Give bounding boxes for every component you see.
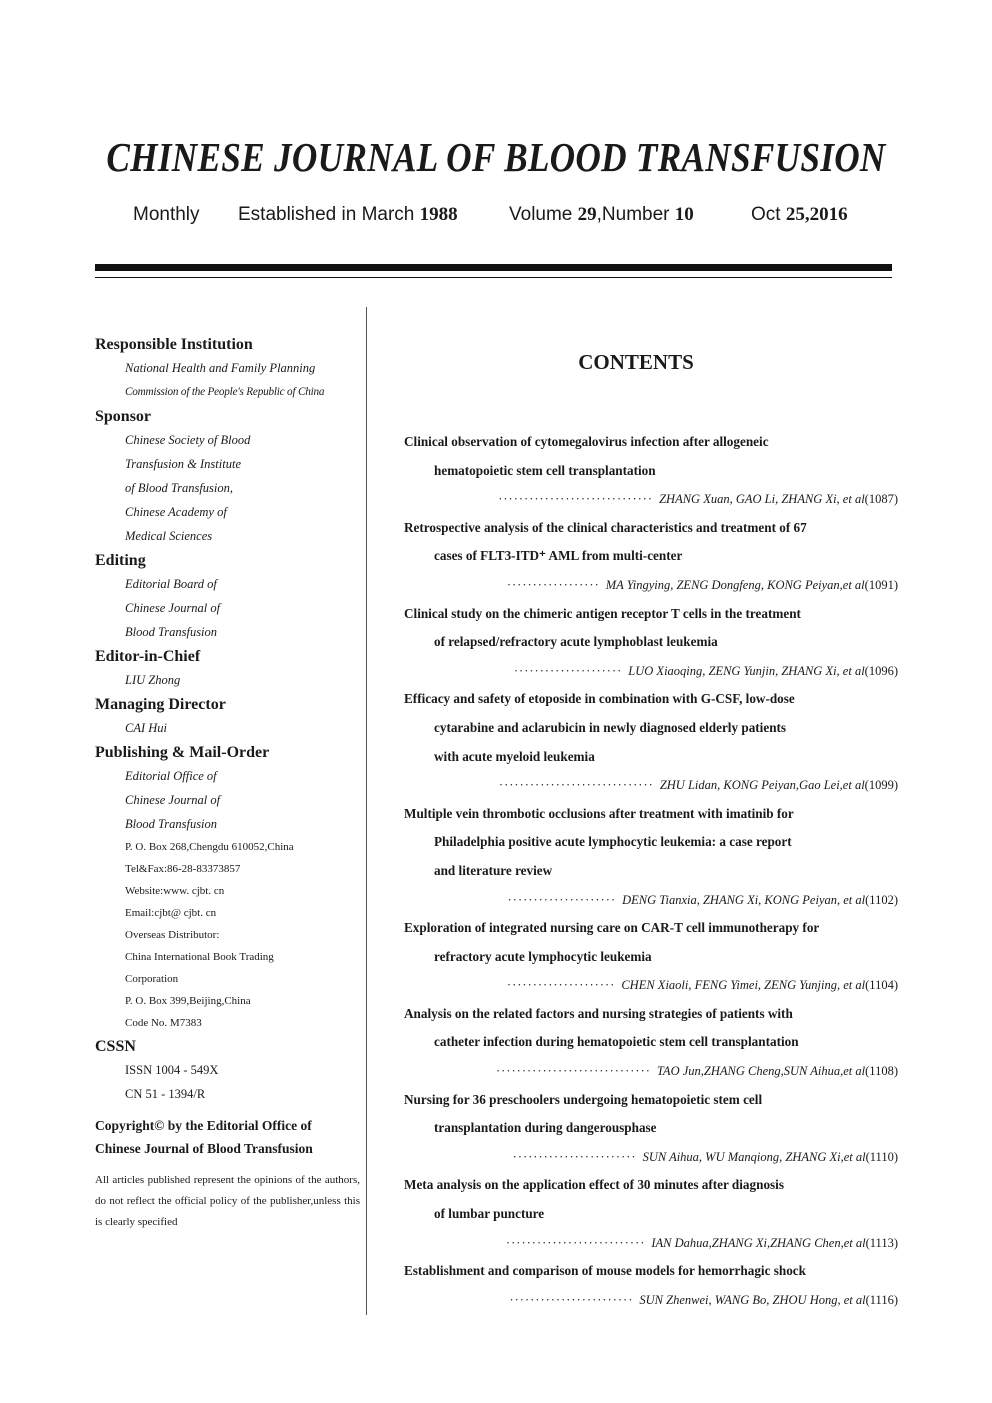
article-title: of lumbar puncture (434, 1206, 545, 1222)
cssn-heading: CSSN (95, 1038, 136, 1055)
tel-fax: Tel&Fax:86-28-83373857 (125, 863, 241, 875)
toc-entry[interactable] (404, 800, 898, 914)
article-title: refractory acute lymphocytic leukemia (434, 948, 652, 964)
article-title: Efficacy and safety of etoposide in combination with G-CSF, low-dose (404, 691, 795, 707)
article-authors-page (404, 1229, 898, 1258)
column-divider (366, 307, 367, 1315)
article-title: with acute myeloid leukemia (434, 748, 595, 764)
header-rule-thin (95, 277, 892, 278)
article-authors-page (404, 657, 898, 686)
distributor-address: P. O. Box 399,Beijing,China (125, 995, 251, 1007)
toc-entry[interactable] (404, 428, 898, 514)
leader-dots: ······························ (498, 778, 654, 793)
sponsor-line: of Blood Transfusion, (125, 481, 234, 495)
article-authors: LUO Xiaoqing, ZENG Yunjin, ZHANG Xi, et al (628, 663, 865, 678)
copyright-line: Copyright© by the Editorial Office of (95, 1118, 312, 1133)
sponsor-line: Medical Sciences (125, 529, 213, 543)
contents-heading: CONTENTS (578, 350, 694, 374)
responsible-institution-line: National Health and Family Planning (125, 361, 316, 375)
article-page: (1110) (865, 1149, 898, 1164)
leader-dots: ··························· (505, 1235, 646, 1250)
sponsor-line: Chinese Academy of (125, 505, 227, 519)
article-title: cytarabine and aclarubicin in newly diagnosed elderly patients (434, 719, 787, 735)
toc-entry[interactable] (404, 1086, 898, 1172)
article-title: Exploration of integrated nursing care on CAR-T cell immunotherapy for (404, 920, 820, 936)
article-page: (1108) (865, 1064, 898, 1079)
overseas-distributor-label: Overseas Distributor: (125, 929, 220, 941)
article-page: (1099) (864, 778, 898, 793)
copyright-line: Chinese Journal of Blood Transfusion (95, 1141, 313, 1156)
article-page: (1102) (865, 892, 898, 907)
sponsor-heading: Sponsor (95, 408, 152, 425)
publishing-line: Blood Transfusion (125, 817, 218, 831)
volume-number: Volume 29,Number 10 (509, 204, 694, 225)
toc-entry[interactable] (404, 1171, 898, 1257)
sponsor-line: Chinese Society of Blood (125, 433, 251, 447)
issue-date: Oct 25,2016 (751, 204, 848, 225)
journal-title: CHINESE JOURNAL OF BLOOD TRANSFUSION (106, 134, 886, 180)
cn-number: CN 51 - 1394/R (125, 1087, 206, 1101)
distributor-name: Corporation (125, 973, 179, 985)
managing-director-heading: Managing Director (95, 696, 226, 713)
publishing-line: Chinese Journal of (125, 793, 221, 807)
article-authors-page (404, 771, 898, 800)
article-page: (1116) (865, 1292, 898, 1307)
article-authors: DENG Tianxia, ZHANG Xi, KONG Peiyan, et al (622, 892, 866, 907)
editing-line: Blood Transfusion (125, 625, 218, 639)
leader-dots: ····················· (506, 978, 616, 993)
editing-line: Chinese Journal of (125, 601, 221, 615)
article-page: (1113) (865, 1235, 898, 1250)
responsible-institution-line: Commission of the People's Republic of China (125, 386, 325, 398)
toc-entry[interactable] (404, 914, 898, 1000)
leader-dots: ····················· (513, 663, 623, 678)
article-authors: SUN Zhenwei, WANG Bo, ZHOU Hong, et al (639, 1292, 866, 1307)
postal-address: P. O. Box 268,Chengdu 610052,China (125, 841, 294, 853)
editing-line: Editorial Board of (125, 577, 217, 591)
article-title: of relapsed/refractory acute lymphoblast leukemia (434, 634, 718, 650)
article-authors-page (404, 1286, 898, 1315)
article-authors-page (404, 485, 898, 514)
toc-entry[interactable] (404, 1000, 898, 1086)
article-title: Retrospective analysis of the clinical characteristics and treatment of 67 (404, 519, 807, 535)
article-title: transplantation during dangerousphase (434, 1120, 657, 1136)
article-authors-page (404, 1057, 898, 1086)
leader-dots: ······························ (498, 492, 654, 507)
leader-dots: ····················· (507, 892, 617, 907)
website: Website:www. cjbt. cn (125, 885, 225, 897)
editor-in-chief-name: LIU Zhong (125, 673, 181, 687)
article-authors: SUN Aihua, WU Manqiong, ZHANG Xi,et al (642, 1149, 866, 1164)
article-title: Meta analysis on the application effect of 30 minutes after diagnosis (404, 1177, 784, 1193)
article-authors-page (404, 886, 898, 915)
distributor-code: Code No. M7383 (125, 1017, 202, 1029)
article-authors: ZHU Lidan, KONG Peiyan,Gao Lei,et al (659, 778, 865, 793)
article-authors-page (404, 571, 898, 600)
article-authors: ZHANG Xuan, GAO Li, ZHANG Xi, et al (659, 492, 865, 507)
article-authors-page (404, 1143, 898, 1172)
article-title: Nursing for 36 preschoolers undergoing hematopoietic stem cell (404, 1091, 763, 1107)
article-page: (1104) (865, 978, 898, 993)
article-authors-page (404, 971, 898, 1000)
toc-entry[interactable] (404, 600, 898, 686)
table-of-contents (404, 428, 898, 1314)
established: Established in March 1988 (238, 204, 458, 225)
toc-entry[interactable] (404, 685, 898, 799)
header-rule-thick (95, 264, 892, 271)
article-title: Analysis on the related factors and nursing strategies of patients with (404, 1005, 793, 1021)
toc-entry[interactable] (404, 1257, 898, 1314)
article-title: cases of FLT3-ITD⁺ AML from multi-center (434, 548, 683, 564)
publication-info (95, 332, 360, 1233)
article-page: (1091) (864, 577, 898, 592)
article-title: Clinical study on the chimeric antigen receptor T cells in the treatment (404, 605, 801, 621)
article-page: (1087) (864, 492, 898, 507)
leader-dots: ······························ (496, 1064, 651, 1079)
journal-subtitle (133, 204, 873, 232)
editor-in-chief-heading: Editor-in-Chief (95, 648, 201, 665)
article-authors: TAO Jun,ZHANG Cheng,SUN Aihua,et al (656, 1064, 866, 1079)
copyright-notice (95, 1114, 360, 1160)
editing-heading: Editing (95, 552, 146, 569)
article-authors: MA Yingying, ZENG Dongfeng, KONG Peiyan,et al (605, 577, 865, 592)
disclaimer: All articles published represent the opinions of the authors, do not reflect the official policy of the publisher,unless this is clearly specified (95, 1174, 360, 1228)
frequency: Monthly (133, 204, 200, 225)
publishing-heading: Publishing & Mail-Order (95, 744, 270, 761)
article-page: (1096) (864, 663, 898, 678)
leader-dots: ························ (512, 1149, 637, 1164)
email: Email:cjbt@ cjbt. cn (125, 907, 217, 919)
article-title: Philadelphia positive acute lymphocytic leukemia: a case report (434, 834, 792, 850)
issn: ISSN 1004 - 549X (125, 1063, 219, 1077)
article-title: Clinical observation of cytomegalovirus infection after allogeneic (404, 434, 769, 449)
article-title: catheter infection during hematopoietic stem cell transplantation (434, 1034, 799, 1050)
article-title: and literature review (434, 862, 553, 878)
article-authors: CHEN Xiaoli, FENG Yimei, ZENG Yunjing, et al (621, 978, 866, 993)
article-authors: IAN Dahua,ZHANG Xi,ZHANG Chen,et al (651, 1235, 866, 1250)
toc-entry[interactable] (404, 514, 898, 600)
sponsor-line: Transfusion & Institute (125, 457, 241, 471)
publishing-line: Editorial Office of (125, 769, 217, 783)
managing-director-name: CAI Hui (125, 721, 168, 735)
leader-dots: ·················· (506, 577, 600, 592)
article-title: Establishment and comparison of mouse models for hemorrhagic shock (404, 1263, 806, 1279)
leader-dots: ························ (509, 1292, 634, 1307)
article-title: hematopoietic stem cell transplantation (434, 462, 656, 478)
responsible-institution-heading: Responsible Institution (95, 336, 253, 353)
distributor-name: China International Book Trading (125, 951, 274, 963)
article-title: Multiple vein thrombotic occlusions after treatment with imatinib for (404, 805, 794, 821)
